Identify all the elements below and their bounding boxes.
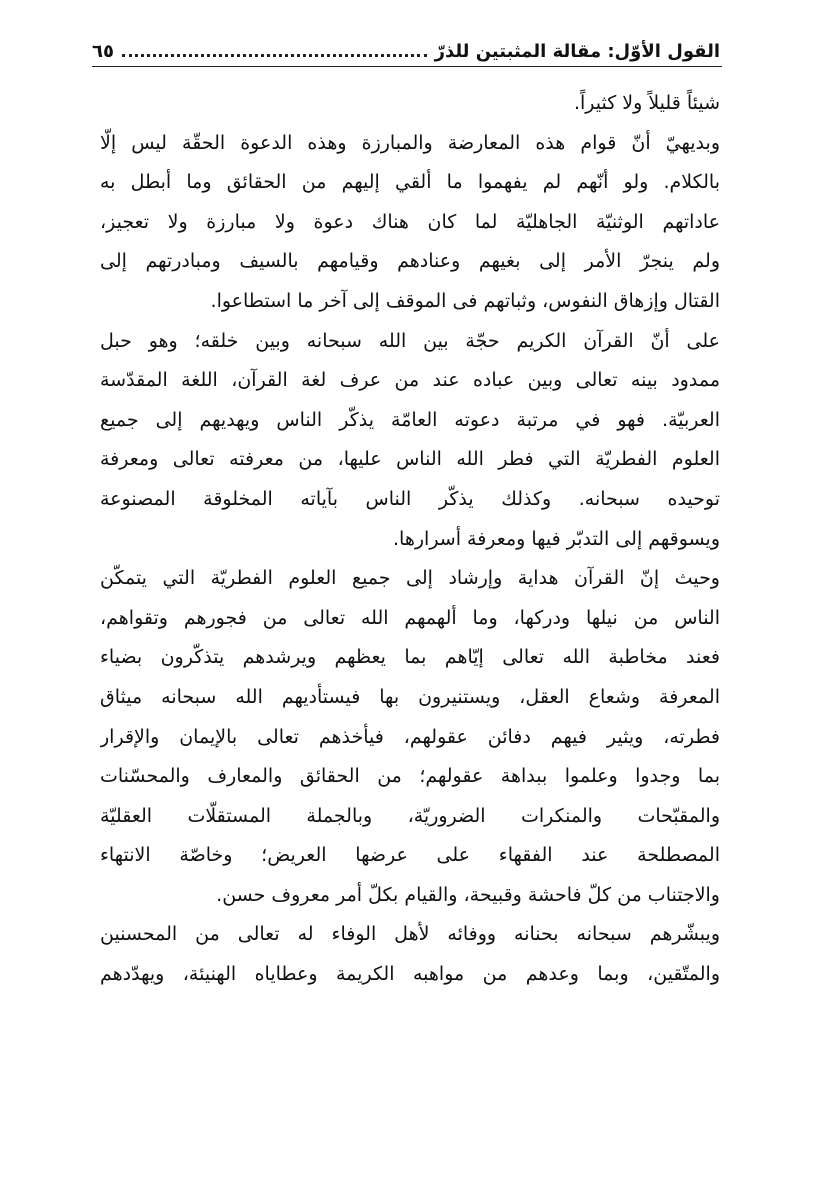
text-line: بالكلام. ولو أنّهم لم يفهموا ما ألقي إليهم من الحقائق وما أبطل به (100, 171, 720, 194)
header-title: القول الأوّل: مقالة المثبتين للذرّ (434, 40, 720, 62)
body-text (100, 84, 720, 995)
dot-leader (122, 54, 427, 57)
text-line: العربيّة. فهو في مرتبة دعوته العامّة يذكّر الناس ويهديهم إلى جميع (100, 408, 720, 431)
text-line: ويسوقهم إلى التدبّر فيها ومعرفة أسرارها. (393, 527, 720, 550)
text-line: فعند مخاطبة الله تعالى إيّاهم بما يعظهم ويرشدهم يتذكّرون بضياء (100, 646, 720, 669)
text-line: والمقبّحات والمنكرات الضروريّة، وبالجملة المستقلّات العقليّة (100, 804, 720, 827)
text-line: شيئاً قليلاً ولا كثيراً. (573, 92, 720, 114)
text-line: فطرته، ويثير فيهم دفائن عقولهم، فيأخذهم تعالى بالإيمان والإقرار (100, 725, 720, 748)
text-line: المصطلحة عند الفقهاء على عرضها العريض؛ وخاصّة الانتهاء (100, 844, 720, 867)
text-line: ممدود بينه تعالى وبين عباده عند من عرف لغة القرآن، اللغة المقدّسة (100, 369, 720, 392)
text-line: العلوم الفطريّة التي فطر الله الناس عليها، من معرفته تعالى ومعرفة (100, 448, 720, 471)
text-line: توحيده سبحانه. وكذلك يذكّر الناس بآياته المخلوقة المصنوعة (100, 487, 720, 510)
text-line: ويبشّرهم سبحانه بحنانه ووفائه لأهل الوفاء له تعالى من المحسنين (100, 923, 720, 946)
text-line: بما وجدوا وعلموا ببداهة عقولهم؛ من الحقائق والمعارف والمحسّنات (100, 765, 720, 788)
text-line: المعرفة وشعاع العقل، ويستنيرون بها فيستأديهم الله سبحانه ميثاق (100, 685, 720, 708)
text-line: عاداتهم الوثنيّة الجاهليّة لما كان هناك دعوة ولا مبارزة ولا تعجيز، (100, 210, 720, 233)
text-line: وبديهيّ أنّ قوام هذه المعارضة والمبارزة وهذه الدعوة الحقّة ليس إلّا (100, 131, 720, 154)
header-rule (92, 66, 722, 67)
text-line: القتال وإزهاق النفوس، وثباتهم فى الموقف إلى آخر ما استطاعوا. (210, 289, 720, 312)
text-line: الناس من نيلها ودركها، وما ألهمهم الله تعالى من فجورهم وتقواهم، (100, 606, 720, 629)
text-line: على أنّ القرآن الكريم حجّة بين الله سبحانه وبين خلقه؛ وهو حبل (100, 329, 720, 352)
text-line: ولم ينجرّ الأمر إلى بغيهم وعنادهم وقيامهم بالسيف ومبادرتهم إلى (100, 250, 720, 273)
page-number: ٦٥ (92, 40, 114, 62)
running-header (92, 36, 720, 66)
text-line: والمتّقين، وبما وعدهم من مواهبه الكريمة وعطاياه الهنيئة، ويهدّدهم (100, 963, 720, 986)
text-line: والاجتناب من كلّ فاحشة وقبيحة، والقيام بكلّ أمر معروف حسن. (216, 883, 720, 906)
text-line: وحيث إنّ القرآن هداية وإرشاد إلى جميع العلوم الفطريّة التي يتمكّن (100, 567, 720, 590)
